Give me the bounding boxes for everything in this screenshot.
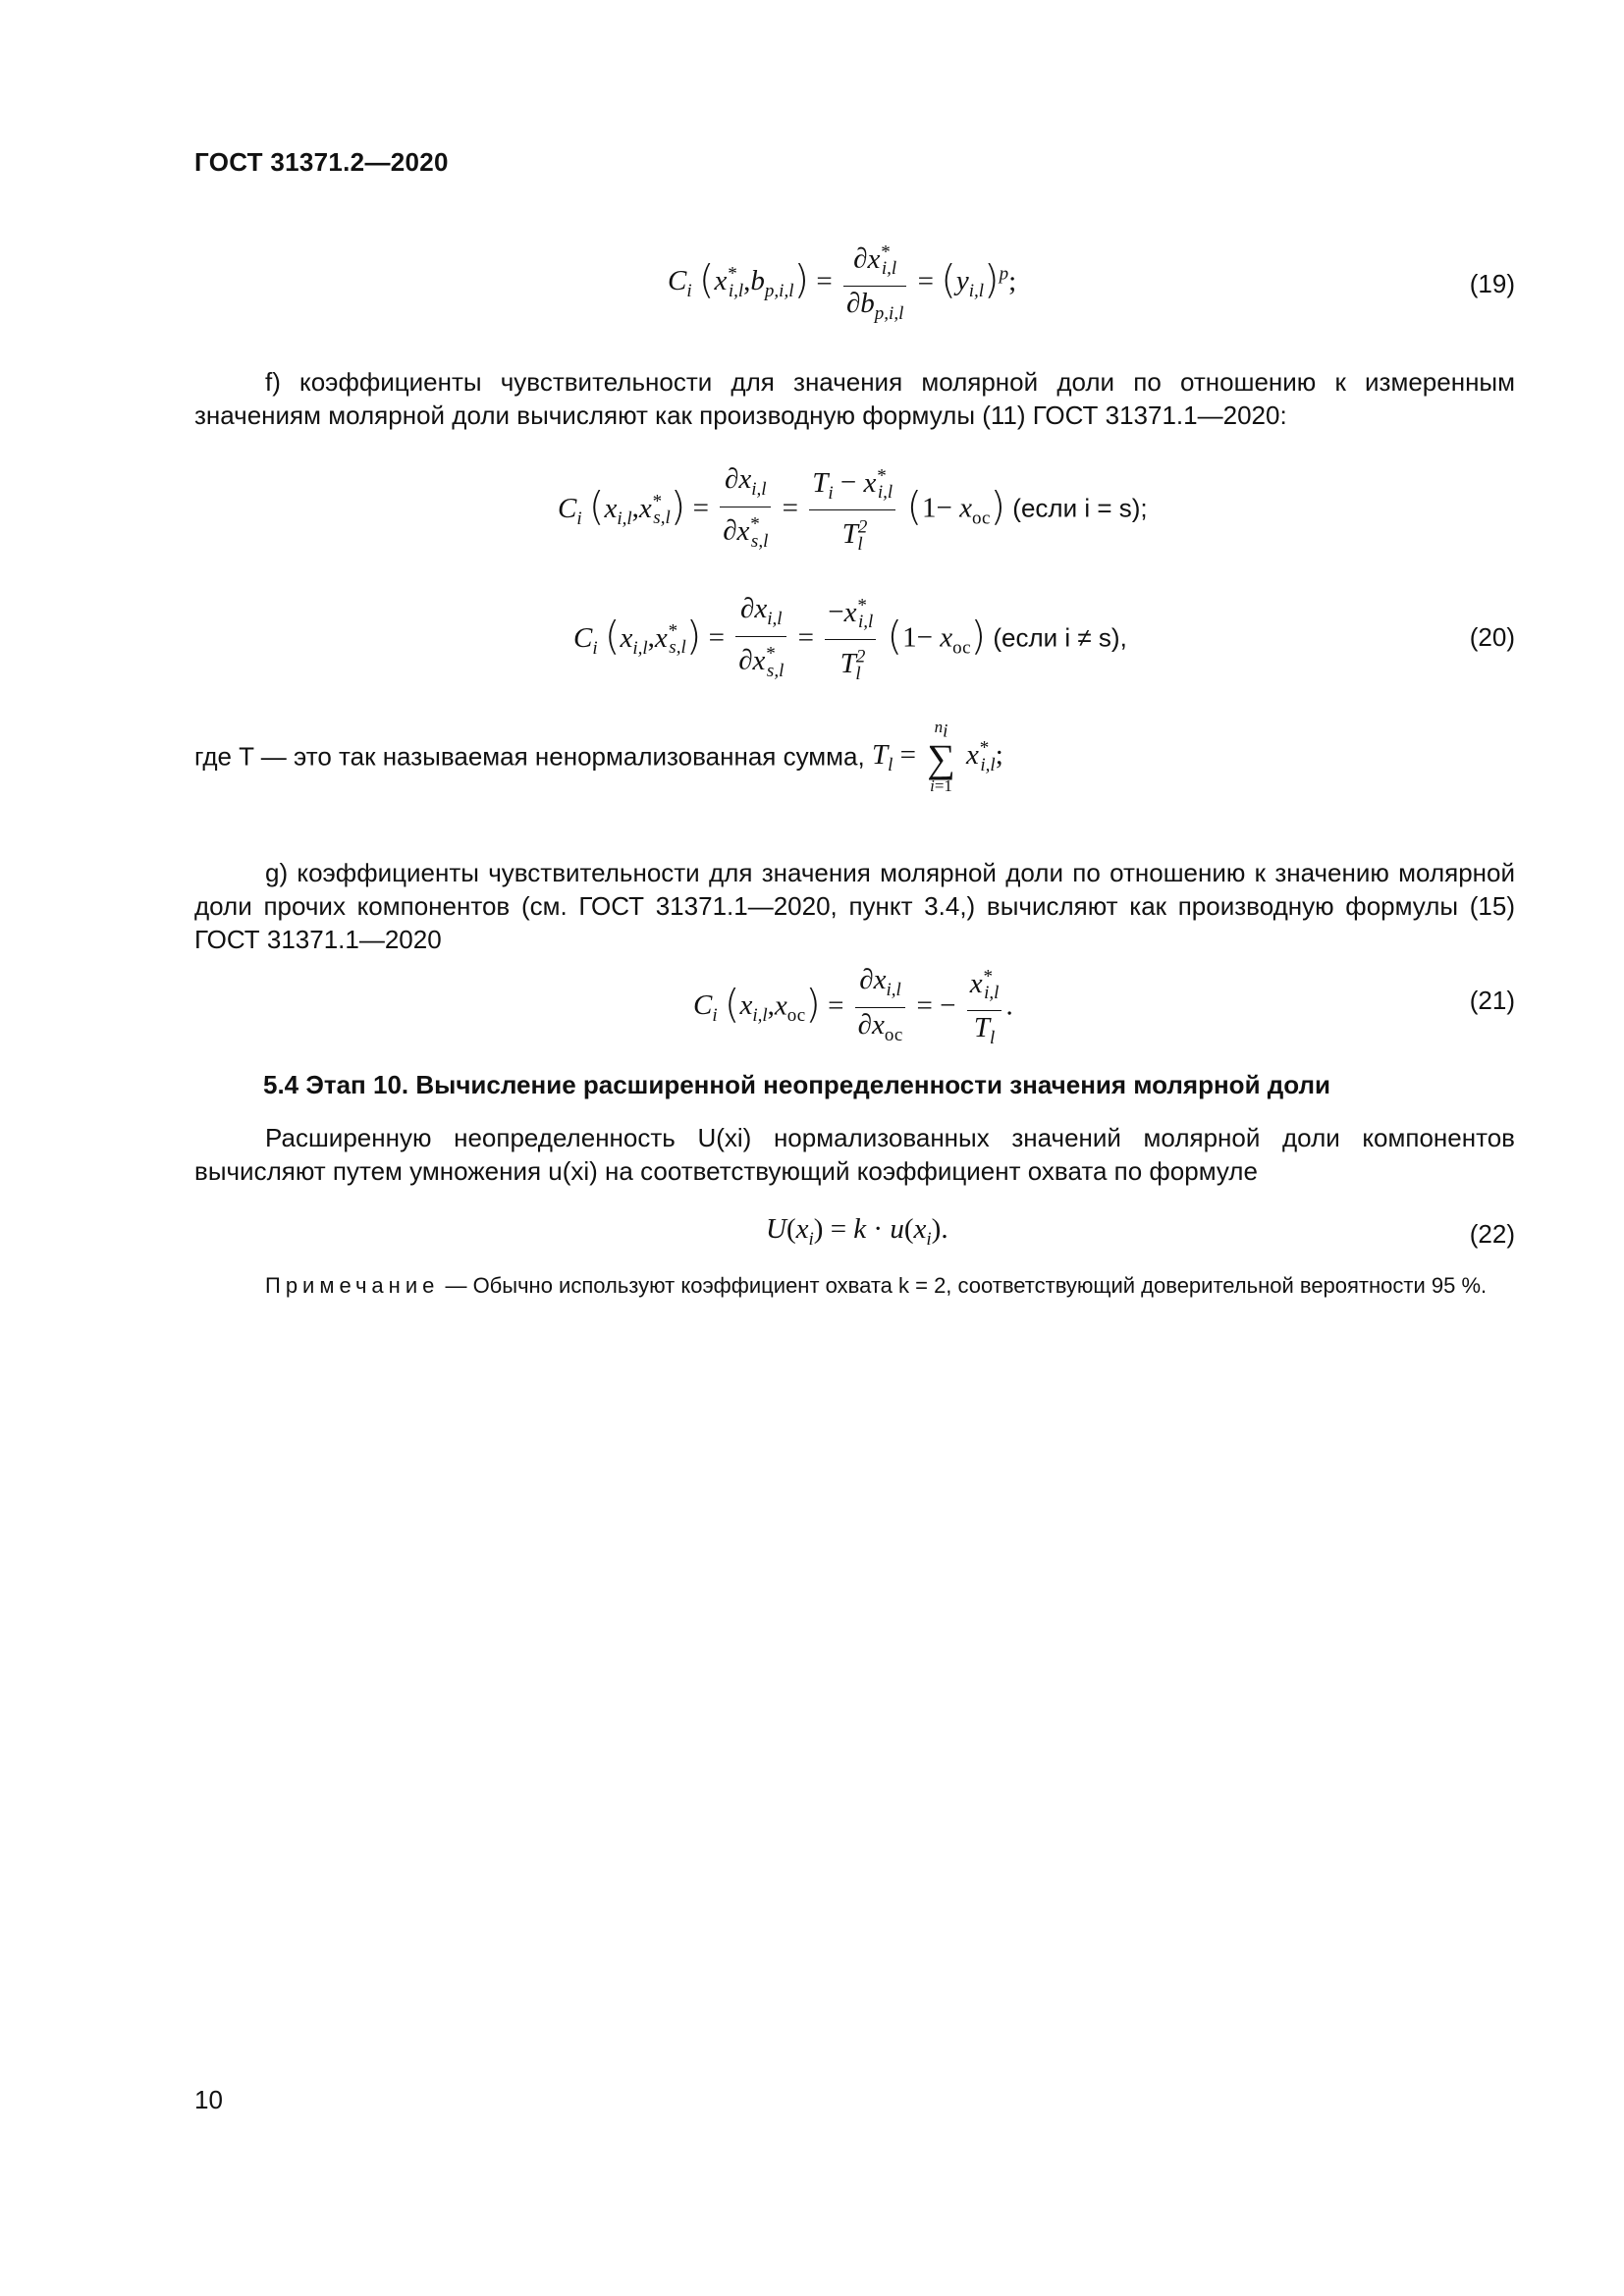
paragraph-g: g) коэффициенты чувствительности для значения молярной доли по отношению к значению молярной доли прочих компонентов (см. ГОСТ 31371.1—2020, пункт 3.4,) вычисляют как производную формулы (15) ГОСТ 31371.1—2020	[194, 858, 1515, 954]
sum-formula: $T_l = n_i$ ∑ i=1 $x^*_{i,l}$;	[871, 718, 1003, 796]
where-T-text: где T — это так называемая ненормализованная сумма,	[194, 741, 865, 772]
equation-19-number: (19)	[1469, 269, 1515, 298]
document-header: ГОСТ 31371.2—2020	[194, 147, 449, 177]
equation-21: $C_i$ $(x_{i,l},x_{ос})$ = $\frac{\partial x_{i,l}}{\partial x_{ос}}$ = − $\frac{x^*_{i,l}}{T_l}$ .	[693, 960, 1013, 1055]
page-number: 10	[194, 2085, 223, 2114]
equation-20a: $C_i$ $(x_{i,l},x^*_{s,l})$ = $\frac{\partial x_{i,l}}{\partial x^*_{s,l}}$ = $\frac{T_i - x^*_{i,l}}{T^2_l}$ $(1- x_{ос})$ (если i = s);	[558, 459, 1148, 561]
note	[194, 1270, 1515, 1302]
note-text: — Обычно используют коэффициент охвата k = 2, соответствующий доверительной вероятности 95 %.	[439, 1273, 1488, 1298]
note-label: Примечание	[265, 1273, 440, 1298]
paragraph-f: f) коэффициенты чувствительности для значения молярной доли по отношению к измеренным значениям молярной доли вычисляют как производную формулы (11) ГОСТ 31371.1—2020:	[194, 367, 1515, 430]
where-T-line	[194, 719, 1003, 795]
condition-notequal: (если i ≠ s),	[993, 622, 1127, 653]
equation-20-number: (20)	[1469, 622, 1515, 652]
equation-19: $C_i$ $(x^*_{i,l},b_{p,i,l})$ = $\frac{\partial x^*_{i,l}}{\partial b_{p,i,l}}$ = $(y_{i,l})^p$;	[668, 236, 1016, 331]
equation-22-number: (22)	[1469, 1219, 1515, 1249]
condition-equal: (если i = s);	[1012, 493, 1148, 523]
equation-20b: $C_i$ $(x_{i,l},x^*_{s,l})$ = $\frac{\partial x_{i,l}}{\partial x^*_{s,l}}$ = $\frac{-x^*_{i,l}}{T^2_l}$ $(1- x_{ос})$ (если i ≠ s),	[573, 589, 1127, 691]
section-title: 5.4 Этап 10. Вычисление расширенной неопределенности значения молярной доли	[263, 1070, 1331, 1099]
paragraph-expanded-uncertainty: Расширенную неопределенность U(xi) нормализованных значений молярной доли компонентов вычисляют путем умножения u(xi) на соответствующий коэффициент охвата по формуле	[194, 1123, 1515, 1186]
equation-22: $U(x_i) = k \cdot u(x_i)$.	[766, 1213, 948, 1250]
equation-21-number: (21)	[1469, 986, 1515, 1015]
